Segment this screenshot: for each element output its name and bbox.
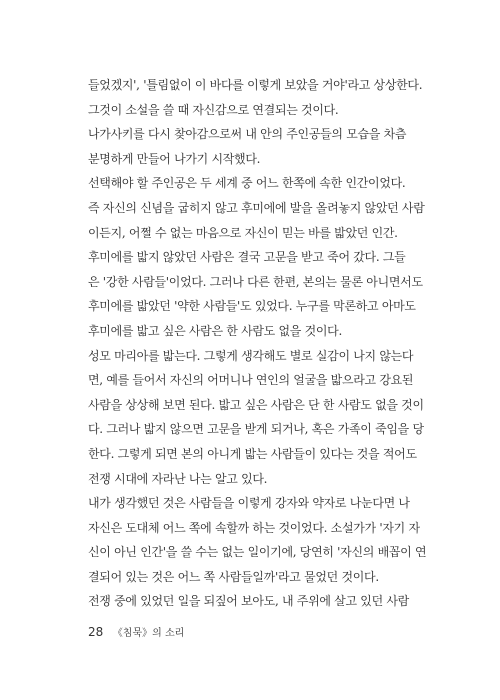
text-line: 전쟁 중에 있었던 일을 되짚어 보아도, 내 주위에 살고 있던 사람 xyxy=(88,594,409,609)
text-line: 그것이 소설을 쓸 때 자신감으로 연결되는 것이다. xyxy=(88,102,339,117)
text-line: 내가 생각했던 것은 사람들을 이렇게 강자와 약자로 나눈다면 나 xyxy=(88,496,410,511)
text-line: 즉 자신의 신념을 굽히지 않고 후미에에 발을 올려놓지 않았던 사람 xyxy=(88,200,425,215)
running-title: 《침묵》의 소리 xyxy=(112,628,185,639)
text-line: 후미에를 밟았던 '약한 사람들'도 있었다. 누구를 막론하고 아마도 xyxy=(88,299,416,314)
text-line: 나가사키를 다시 찾아감으로써 내 안의 주인공들의 모습을 차츰 xyxy=(88,127,407,142)
text-line: 선택해야 할 주인공은 두 세계 중 어느 한쪽에 속한 인간이었다. xyxy=(88,176,406,191)
text-line: 분명하게 만들어 나가기 시작했다. xyxy=(88,151,261,166)
text-line: 후미에를 밟고 싶은 사람은 한 사람도 없을 것이다. xyxy=(88,323,342,338)
body-text xyxy=(88,73,427,614)
text-line: 후미에를 밟지 않았던 사람은 결국 고문을 받고 죽어 갔다. 그들 xyxy=(88,250,406,265)
text-line: 전쟁 시대에 자라난 나는 알고 있다. xyxy=(88,471,268,486)
text-line: 은 '강한 사람들'이었다. 그러나 다른 한편, 본의는 물론 아니면서도 xyxy=(88,274,423,289)
text-line: 성모 마리아를 밟는다. 그렇게 생각해도 별로 실감이 나지 않는다 xyxy=(88,348,414,363)
text-line: 면, 예를 들어서 자신의 어머니나 연인의 얼굴을 밟으라고 강요된 xyxy=(88,373,414,388)
text-line: 자신은 도대체 어느 쪽에 속할까 하는 것이었다. 소설가가 '자기 자 xyxy=(88,520,420,535)
text-line: 결되어 있는 것은 어느 쪽 사람들일까'라고 물었던 것이다. xyxy=(88,569,379,584)
text-line: 한다. 그렇게 되면 본의 아니게 밟는 사람들이 있다는 것을 적어도 xyxy=(88,446,417,461)
text-line: 다. 그러나 밟지 않으면 고문을 받게 되거나, 혹은 가족이 죽임을 당 xyxy=(88,422,424,437)
text-line: 들었겠지', '틀림없이 이 바다를 이렇게 보았을 거야'라고 상상한다. xyxy=(88,78,423,92)
text-line: 이든지, 어쩔 수 없는 마음으로 자신이 믿는 바를 밟았던 인간. xyxy=(88,225,398,240)
page-footer xyxy=(88,624,184,639)
text-line: 사람을 상상해 보면 된다. 밟고 싶은 사람은 단 한 사람도 없을 것이 xyxy=(88,397,424,412)
page-number: 28 xyxy=(88,625,104,639)
text-line: 신이 아닌 인간'을 쓸 수는 없는 일이기에, 당연히 '자신의 배꼽이 연 xyxy=(88,545,427,560)
